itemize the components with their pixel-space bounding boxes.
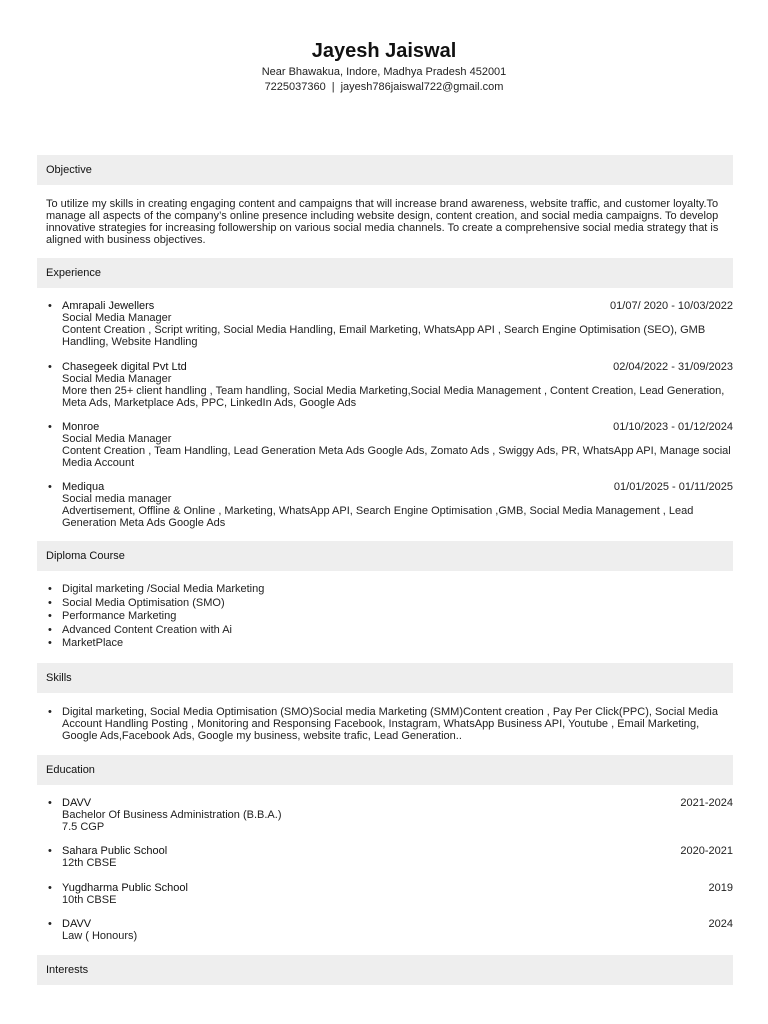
education-entry bbox=[46, 918, 733, 942]
contact-line bbox=[0, 80, 768, 95]
diploma-item: Advanced Content Creation with Ai bbox=[62, 623, 232, 636]
years: 2019 bbox=[708, 882, 733, 894]
email-link[interactable]: jayesh786jaiswal722@gmail.com bbox=[340, 81, 504, 93]
degree: 10th CBSE bbox=[62, 894, 117, 906]
list-item bbox=[46, 624, 733, 638]
contact-separator: | bbox=[331, 81, 335, 93]
job-role: Social media manager bbox=[62, 493, 172, 505]
resume-header bbox=[0, 0, 768, 95]
company-name: Chasegeek digital Pvt Ltd bbox=[62, 361, 187, 373]
section-heading-interests: Interests bbox=[37, 955, 733, 985]
diploma-item: Social Media Optimisation (SMO) bbox=[62, 596, 225, 609]
school-name: DAVV bbox=[62, 918, 92, 930]
years: 2021-2024 bbox=[680, 797, 733, 809]
skills-text: Digital marketing, Social Media Optimisation (SMO)Social media Marketing (SMM)Content creation , Pay Per Click(PPC), Social Media Account Handling Posting , Monitoring and Responsing Facebook, Instagram, WhatsApp Business API, Youtube , Email Marketing, Google Ads,Facebook Ads, Google my business, website trafic, Lead Generation.. bbox=[62, 706, 718, 742]
bullet: • bbox=[48, 583, 52, 595]
experience-entry bbox=[46, 361, 733, 409]
job-role: Social Media Manager bbox=[62, 373, 172, 385]
company-name: Monroe bbox=[62, 421, 100, 433]
list-item bbox=[46, 583, 733, 597]
bullet: • bbox=[48, 610, 52, 623]
candidate-name: Jayesh Jaiswal bbox=[311, 40, 457, 62]
years: 2024 bbox=[708, 918, 733, 930]
bullet: • bbox=[48, 300, 52, 312]
job-role: Social Media Manager bbox=[62, 312, 172, 324]
list-item bbox=[46, 597, 733, 611]
phone: 7225037360 bbox=[264, 81, 326, 93]
education-entry bbox=[46, 797, 733, 833]
degree: Law ( Honours) bbox=[62, 930, 138, 942]
job-role: Social Media Manager bbox=[62, 433, 172, 445]
list-item bbox=[46, 610, 733, 624]
bullet: • bbox=[48, 596, 52, 609]
education-entry bbox=[46, 882, 733, 906]
section-heading-diploma: Diploma Course bbox=[37, 541, 733, 571]
education-entry bbox=[46, 845, 733, 869]
bullet: • bbox=[48, 623, 52, 636]
company-name: Mediqua bbox=[62, 481, 105, 493]
date-range: 01/10/2023 - 01/12/2024 bbox=[613, 421, 733, 433]
job-details: Content Creation , Team Handling, Lead Generation Meta Ads Google Ads, Zomato Ads , Swiggy Ads, PR, WhatsApp API, Manage social Media Account bbox=[62, 445, 731, 469]
section-heading-experience: Experience bbox=[37, 258, 733, 288]
address: Near Bhawakua, Indore, Madhya Pradesh 452001 bbox=[261, 66, 507, 78]
bullet: • bbox=[48, 361, 52, 373]
bullet: • bbox=[48, 481, 52, 493]
bullet: • bbox=[48, 882, 52, 894]
experience-entry bbox=[46, 481, 733, 529]
diploma-item: MarketPlace bbox=[62, 637, 124, 650]
degree: Bachelor Of Business Administration (B.B.A.) bbox=[62, 809, 282, 821]
section-heading-objective: Objective bbox=[37, 155, 733, 185]
section-heading-education: Education bbox=[37, 755, 733, 785]
objective-text: To utilize my skills in creating engaging content and campaigns that will increase brand awareness, website traffic, and customer loyalty.To manage all aspects of the company’s online presence including website design, content creation, and social media campaigns. To develop innovative strategies for increasing followership on various social media channels. To create a comprehensive social media strategy that is aligned with business objectives. bbox=[46, 198, 719, 246]
date-range: 01/07/ 2020 - 10/03/2022 bbox=[610, 300, 733, 312]
bullet: • bbox=[48, 918, 52, 930]
diploma-list bbox=[46, 583, 733, 651]
school-name: Yugdharma Public School bbox=[62, 882, 188, 894]
date-range: 02/04/2022 - 31/09/2023 bbox=[613, 361, 733, 373]
date-range: 01/01/2025 - 01/11/2025 bbox=[613, 481, 733, 493]
years: 2020-2021 bbox=[680, 845, 733, 857]
section-heading-skills: Skills bbox=[37, 663, 733, 693]
company-name: Amrapali Jewellers bbox=[62, 300, 155, 312]
degree: 12th CBSE bbox=[62, 857, 117, 869]
grade: 7.5 CGP bbox=[62, 821, 105, 833]
skills-entry bbox=[46, 706, 733, 742]
bullet: • bbox=[48, 637, 52, 650]
diploma-item: Performance Marketing bbox=[62, 610, 177, 623]
experience-entry bbox=[46, 421, 733, 469]
bullet: • bbox=[48, 421, 52, 433]
list-item bbox=[46, 637, 733, 651]
bullet: • bbox=[48, 706, 52, 718]
school-name: DAVV bbox=[62, 797, 92, 809]
school-name: Sahara Public School bbox=[62, 845, 168, 857]
job-details: Advertisement, Offline & Online , Marketing, WhatsApp API, Search Engine Optimisation ,GMB, Social Media Management , Lead Generation Meta Ads Google Ads bbox=[62, 505, 694, 529]
job-details: Content Creation , Script writing, Social Media Handling, Email Marketing, WhatsApp API , Search Engine Optimisation (SEO), GMB Handling, Website Handling bbox=[62, 324, 706, 348]
diploma-item: Digital marketing /Social Media Marketing bbox=[62, 583, 265, 595]
bullet: • bbox=[48, 845, 52, 857]
job-details: More then 25+ client handling , Team handling, Social Media Marketing,Social Media Management , Content Creation, Lead Generation, Meta Ads, Marketplace Ads, PPC, LinkedIn Ads, Google Ads bbox=[62, 385, 725, 409]
bullet: • bbox=[48, 797, 52, 809]
experience-entry bbox=[46, 300, 733, 348]
